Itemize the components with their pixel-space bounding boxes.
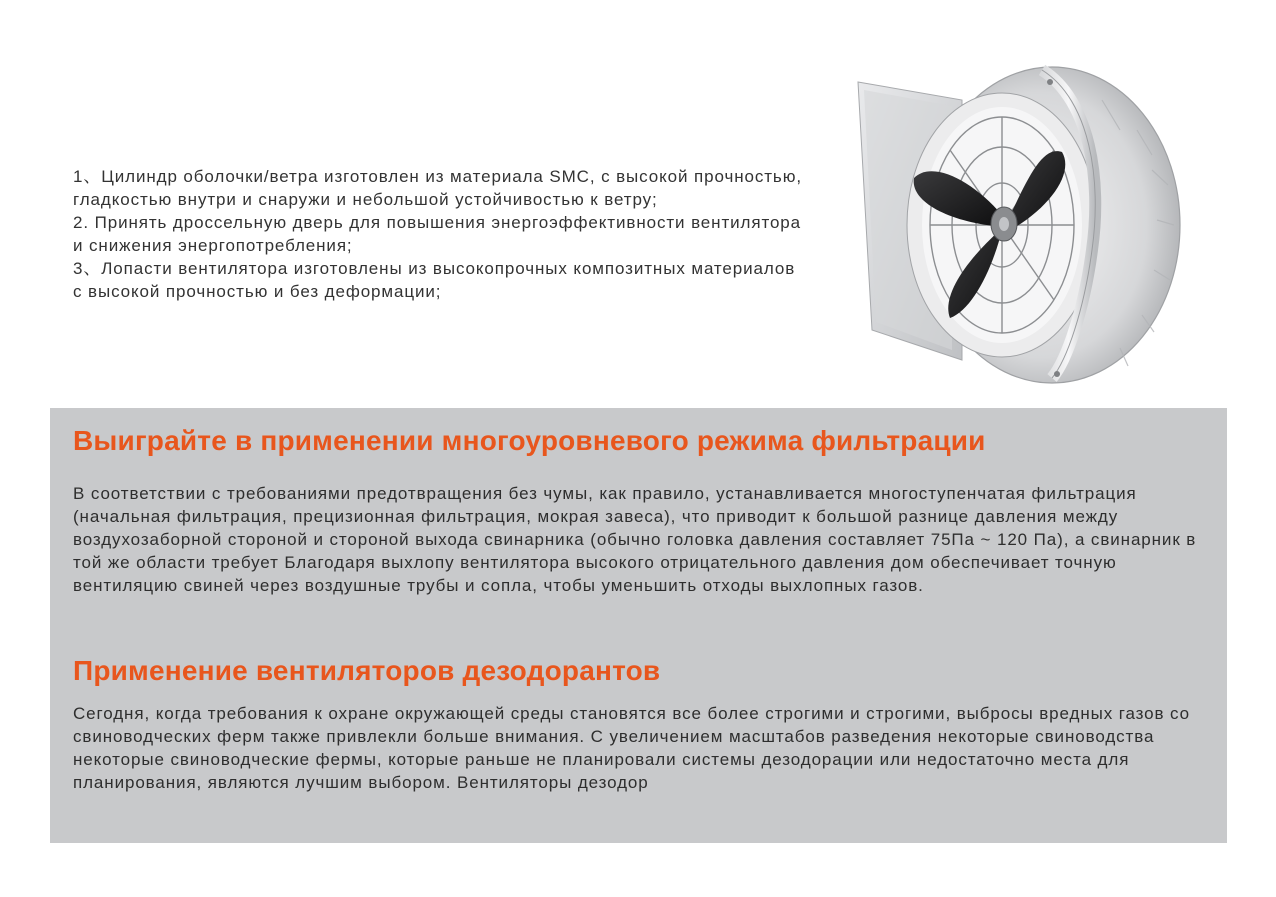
feature-item-2: 2. Принять дроссельную дверь для повышения энергоэффективности вентилятора и снижения энергопотребления; — [73, 213, 802, 255]
feature-list — [73, 165, 803, 303]
fan-product-image — [852, 60, 1182, 390]
filtration-section-title: Выиграйте в применении многоуровневого режима фильтрации — [73, 425, 986, 456]
deodorant-section-body: Сегодня, когда требования к охране окружающей среды становятся все более строгими и строгими, выбросы вредных газов со свиноводческих ферм также привлекли больше внимания. С увеличением масштабов разведения некоторые свиноводства некоторые свиноводческие фермы, которые раньше не планировали системы дезодорации или недостаточно места для планирования, являются лучшим выбором. Вентиляторы дезодор — [73, 704, 1191, 792]
feature-item-1: 1、Цилиндр оболочки/ветра изготовлен из материала SMC, с высокой прочностью, гладкостью внутри и снаружи и небольшой устойчивостью к ветру; — [73, 167, 802, 209]
deodorant-section-title: Применение вентиляторов дезодорантов — [73, 655, 661, 686]
info-panel — [50, 408, 1227, 843]
feature-item-3: 3、Лопасти вентилятора изготовлены из высокопрочных композитных материалов с высокой прочностью и без деформации; — [73, 259, 796, 301]
filtration-section-body: В соответствии с требованиями предотвращения без чумы, как правило, устанавливается многоступенчатая фильтрация (начальная фильтрация, прецизионная фильтрация, мокрая завеса), что приводит к большой разнице давления между воздухозаборной стороной и стороной выхода свинарника (обычно головка давления составляет 75Па ~ 120 Па), а свинарник в той же области требует Благодаря выхлопу вентилятора высокого отрицательного давления дом обеспечивает точную вентиляцию свиней через воздушные трубы и сопла, чтобы уменьшить отходы выхлопных газов. — [73, 484, 1197, 595]
